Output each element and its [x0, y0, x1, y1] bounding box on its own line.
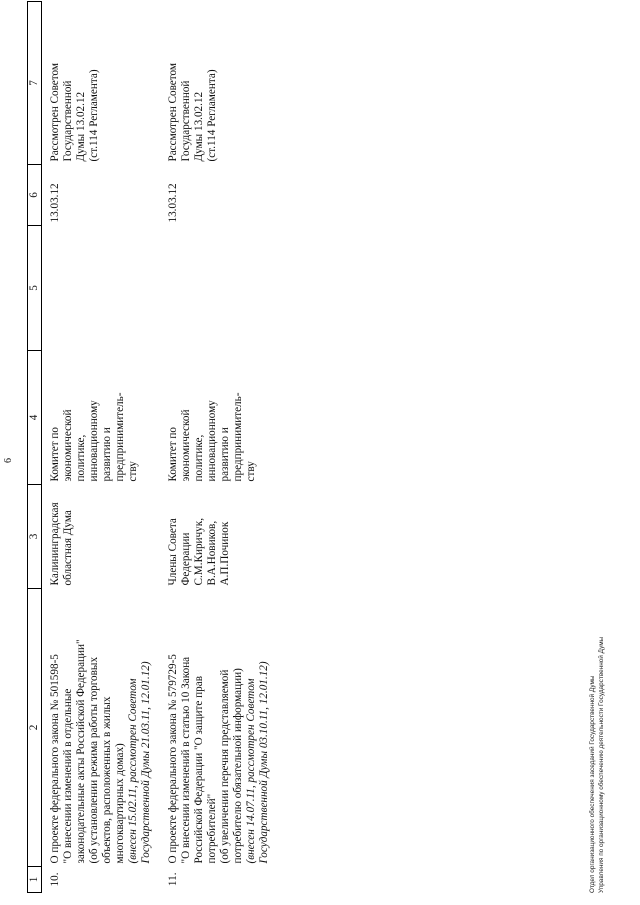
committee-line: инновационному [206, 400, 218, 482]
column-header-1: 1 [28, 867, 42, 893]
status-line: Думы 13.02.12 [193, 91, 205, 162]
committee [153, 351, 271, 485]
bill-text-line: Российской Федерации "О защите прав [193, 676, 205, 864]
bill-text-line: "О внесении изменений в статью 10 Закона [180, 656, 192, 864]
bill-note-line: (внесен 14.07.11, рассмотрен Советом [245, 678, 257, 864]
status-cell [42, 2, 154, 165]
column-5-cell [153, 226, 271, 351]
bill-text-line: О проекте федерального закона № 579729-5 [167, 654, 179, 864]
initiator [153, 485, 271, 589]
status-line: Рассмотрен Советом [49, 63, 61, 162]
row-number: 10. [49, 872, 61, 887]
committee-line: политике, [193, 434, 205, 482]
bill-text-line: потребителю обязательной информации) [232, 668, 244, 864]
committee-line: инновационному [88, 400, 100, 482]
footer-line: Управления по организационному обеспечению деятельности Государственной Думы [598, 636, 605, 893]
page-number: 6 [3, 458, 14, 463]
bill-text-line: (об увеличении перечня представляемой [219, 669, 231, 864]
column-header-7: 7 [28, 2, 42, 165]
row-number: 11. [167, 872, 179, 887]
date-cell: 13.03.12 [49, 183, 61, 223]
committee-line: Комитет по [167, 427, 179, 482]
initiator-line: А.П.Починок [219, 521, 231, 586]
status-line: Думы 13.02.12 [75, 91, 87, 162]
committee-line: предпринимитель- [114, 392, 126, 482]
bill-note-line: Государственной Думы 21.03.11, 12.01.12) [140, 661, 152, 864]
column-header-4: 4 [28, 351, 42, 485]
column-header-2: 2 [28, 589, 42, 867]
committee-line: экономической [180, 409, 192, 482]
bill-text-line: (об установлении режима работы торговых [88, 656, 100, 864]
column-header-3: 3 [28, 485, 42, 589]
initiator-line: областная Дума [62, 510, 74, 586]
committee-line: предпринимитель- [232, 392, 244, 482]
committee-line: развитию и [101, 427, 113, 482]
bill-note-line: Государственной Думы 03.10.11, 12.01.12) [258, 661, 270, 864]
footer-line: Отдел организационного обеспечения заседаний Государственной Думы [589, 675, 596, 893]
bill-text-line: "О внесении изменений в отдельные [62, 688, 74, 864]
status-cell [153, 2, 271, 165]
bill-description [153, 589, 271, 867]
bill-text-line: О проекте федерального закона № 501598-5 [49, 654, 61, 864]
committee-line: ству [245, 461, 257, 482]
column-number-header-row [28, 2, 42, 893]
bill-text-line: законодательные акты Российской Федерации" [75, 639, 87, 864]
committee-line: развитию и [219, 427, 231, 482]
initiator-line: В.А.Новиков, [206, 520, 218, 586]
status-line: Государственной [62, 80, 74, 162]
status-line: Государственной [180, 80, 192, 162]
bill-text-line: многоквартирных домах) [114, 743, 126, 864]
footer-note [588, 637, 606, 893]
bill-description [42, 589, 154, 867]
column-header-6: 6 [28, 165, 42, 226]
bill-text-line: объектов, расположенных в жилых [101, 696, 113, 864]
bill-note-line: (внесен 15.02.11, рассмотрен Советом [127, 678, 139, 864]
column-5-cell [42, 226, 154, 351]
initiator-line: С.М.Киричук, [193, 518, 205, 586]
table-row [153, 2, 271, 893]
initiator-line: Калининградская [49, 502, 61, 586]
status-line: (ст.114 Регламента) [88, 69, 100, 162]
initiator-line: Члены Совета [167, 518, 179, 586]
bill-text-line: потребителей" [206, 793, 218, 864]
status-line: Рассмотрен Советом [167, 63, 179, 162]
committee [42, 351, 154, 485]
initiator [42, 485, 154, 589]
table-row [42, 2, 154, 893]
committee-line: ству [127, 461, 139, 482]
status-line: (ст.114 Регламента) [206, 69, 218, 162]
committee-line: Комитет по [49, 427, 61, 482]
initiator-line: Федерации [180, 532, 192, 586]
agenda-table [27, 1, 271, 893]
committee-line: политике, [75, 434, 87, 482]
date-cell: 13.03.12 [167, 183, 179, 223]
column-header-5: 5 [28, 226, 42, 351]
committee-line: экономической [62, 409, 74, 482]
